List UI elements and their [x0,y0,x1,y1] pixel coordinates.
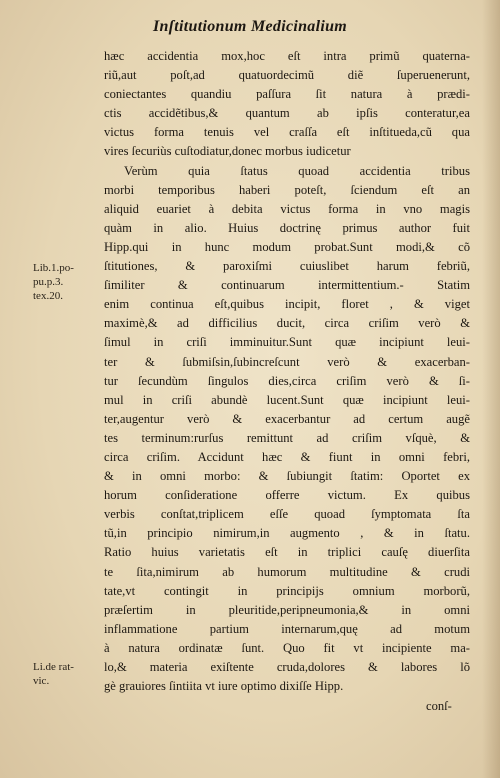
page-edge-shadow [482,0,500,778]
text-line: mul in criſi abundè lucent.Sunt quæ incipiunt leui- [104,392,470,407]
margin-note-2 [33,660,74,688]
text-line: inflammatione partium internarum,quę ad motum [104,621,470,636]
text-line: & in omni morbo: & ſubiungit ſtatim: Oportet ex [104,469,470,484]
text-line: quàm in alio. Huius doctrinę primus author fuit [104,220,470,235]
text-line: Verùm quia ſtatus quoad accidentia tribus [124,163,470,178]
margin-note-line: Lib.1.po- [33,262,74,274]
catchword: conſ- [426,699,452,713]
text-line: tes terminum:rurſus remittunt ad criſim vſquè, & [104,430,470,445]
text-line: morbi temporibus haberi poteſt, ſciendum eſt an [104,182,470,197]
text-line: riũ,aut poſt,ad quatuordecimũ diẽ ſuperuenerunt, [104,68,470,83]
text-line: victus forma tenuis vel craſſa eſt inſtitueda,cũ qua [104,125,470,140]
body-text [104,47,470,696]
text-line: enim continua eſt,quibus incipit, floret , & viget [104,297,470,312]
margin-note-1 [33,261,74,303]
text-line: ctis accidẽtibus,& quantum ab ipſis conteratur,ea [104,106,470,121]
text-line: à natura ordinatæ ſunt. Quo fit vt incipiente ma- [104,640,470,655]
text-line: gè grauiores ſintiita vt iure optimo dixiſſe Hipp. [104,679,344,694]
margin-note-line: pu.p.3. [33,276,64,288]
margin-note-line: vic. [33,675,50,687]
text-line: ſtitutiones, & paroxiſmi cuiuslibet harum febriũ, [104,259,470,274]
text-line: verbis conſtat,triplicem eſſe quoad ſymptomata ſta [104,507,470,522]
text-line: te ſita,nimirum ab humorum multitudine & crudi [104,564,470,579]
text-line: ter,augentur verò & exacerbantur ad certum augẽ [104,411,470,426]
text-line: maximè,& ad difficilius ducit, circa criſim verò & [104,316,470,331]
margin-note-line: tex.20. [33,290,63,302]
text-line: Ratio huius varietatis eſt in triplici cauſę diuerſita [104,545,470,560]
text-line: circa criſim. Accidunt hæc & fiunt in omni febri, [104,449,470,464]
text-line: ſimiliter & continuarum intermittentium.- Statim [104,278,470,293]
text-line: horum conſideratione offerre victum. Ex quibus [104,488,470,503]
text-line: tũ,in principio nimirum,in augmento , & in ſtatu. [104,526,470,541]
text-line: ſimul in criſi imminuitur.Sunt quæ incipiunt leui- [104,335,470,350]
text-line: ter & ſubmiſsin,ſubincreſcunt verò & exacerban- [104,354,470,369]
text-line: vires ſecuriùs cuſtodiatur,donec morbus iudicetur [104,144,351,159]
text-line: Hipp.qui in hunc modum probat.Sunt modi,& cõ [104,239,470,254]
text-line: coniectantes quandiu paſſura ſit natura à prædi- [104,87,470,102]
margin-note-line: Li.de rat- [33,661,74,673]
text-line: tate,vt contingit in principijs omnium morborũ, [104,583,470,598]
text-line: tur ſecundùm ſingulos dies,circa criſim verò & ſi- [104,373,470,388]
text-line: aliquid euariet à debita victus forma in vno magis [104,201,470,216]
text-line: hæc accidentia mox,hoc eſt intra primũ quaterna- [104,49,470,63]
text-line: lo,& materia exiſtente cruda,dolores & labores lõ [104,660,470,674]
running-head: Inſtitutionum Medicinalium [152,18,348,35]
text-line: præſertim in pleuritide,peripneumonia,& in omni [104,602,470,617]
